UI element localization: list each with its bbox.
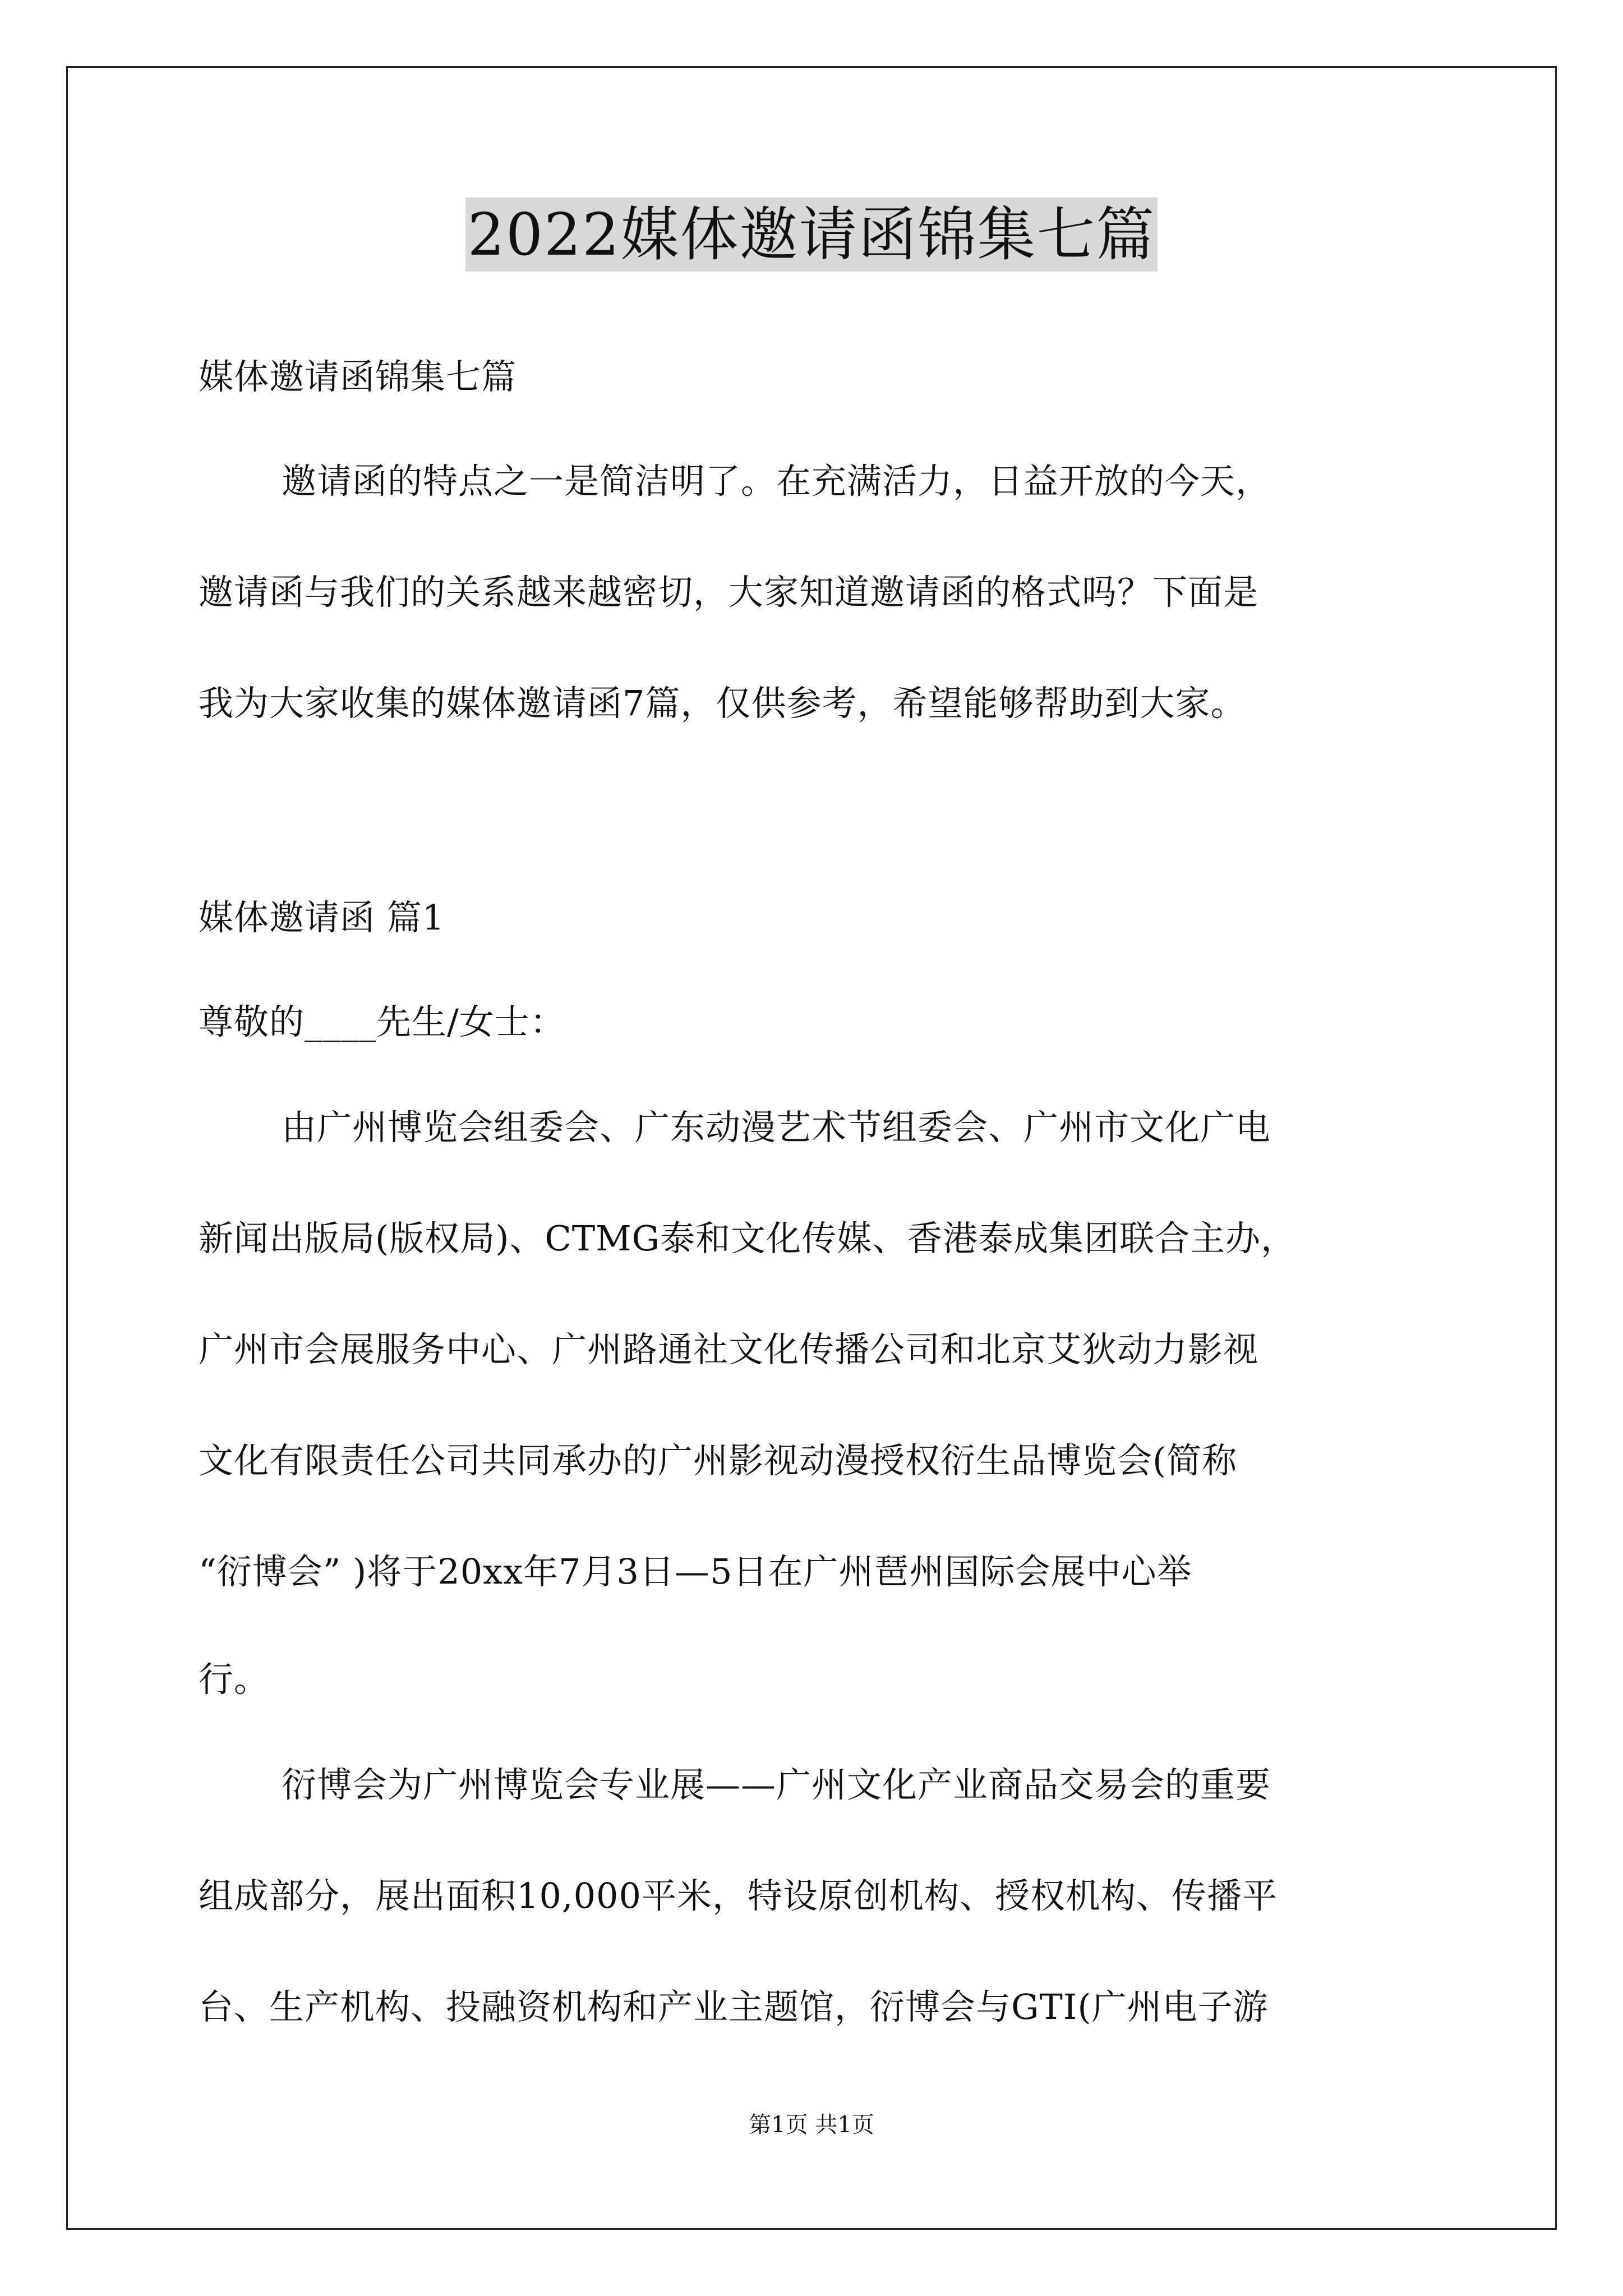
intro-line-1: 邀请函的特点之一是简洁明了。在充满活力，日益开放的今天， — [282, 461, 1271, 501]
title-container — [0, 197, 1623, 272]
paragraph1-line-6: 行。 — [199, 1659, 270, 1700]
page-number-footer: 第1页 共1页 — [749, 2112, 874, 2138]
intro-line-2: 邀请函与我们的关系越来越密切，大家知道邀请函的格式吗？下面是 — [199, 572, 1259, 613]
paragraph1-line-5: “衍博会” )将于20xx年7月3日—5日在广州琶州国际会展中心举 — [199, 1551, 1192, 1592]
document-title: 2022媒体邀请函锦集七篇 — [465, 197, 1158, 272]
paragraph1-line-3: 广州市会展服务中心、广州路通社文化传播公司和北京艾狄动力影视 — [199, 1329, 1259, 1370]
paragraph2-line-2: 组成部分，展出面积10,000平米，特设原创机构、授权机构、传播平 — [199, 1875, 1278, 1916]
section-heading: 媒体邀请函 篇1 — [199, 897, 445, 938]
salutation: 尊敬的____先生/女士： — [199, 1001, 565, 1042]
intro-line-3: 我为大家收集的媒体邀请函7篇，仅供参考，希望能够帮助到大家。 — [199, 683, 1246, 724]
paragraph2-line-1: 衍博会为广州博览会专业展——广州文化产业商品交易会的重要 — [282, 1764, 1271, 1805]
paragraph1-line-4: 文化有限责任公司共同承办的广州影视动漫授权衍生品博览会(简称 — [199, 1440, 1238, 1481]
paragraph2-line-3: 台、生产机构、投融资机构和产业主题馆，衍博会与GTI(广州电子游 — [199, 1986, 1269, 2027]
paragraph1-line-1: 由广州博览会组委会、广东动漫艺术节组委会、广州市文化广电 — [282, 1107, 1271, 1148]
paragraph1-line-2: 新闻出版局(版权局)、CTMG泰和文化传媒、香港泰成集团联合主办， — [199, 1218, 1297, 1259]
document-subtitle: 媒体邀请函锦集七篇 — [199, 356, 517, 397]
